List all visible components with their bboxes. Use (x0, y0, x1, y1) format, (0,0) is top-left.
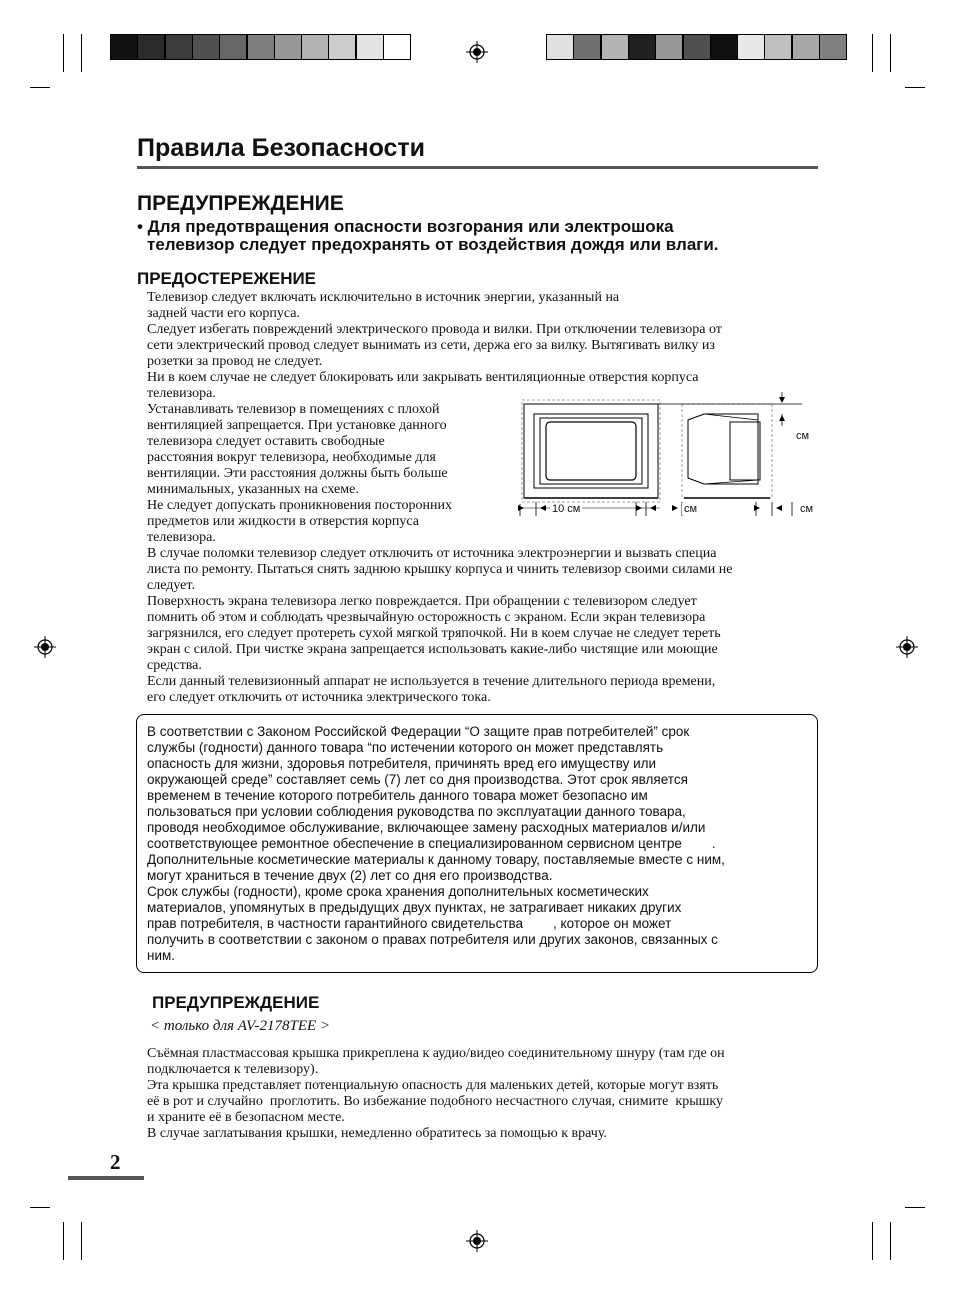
diagram-label: 10 см (552, 503, 581, 515)
text-line: подключается к телевизору). (147, 1062, 319, 1077)
color-swatch (792, 34, 820, 60)
warning-line: телевизор следует предохранять от воздействия дождя или влаги. (147, 235, 719, 254)
page-title: Правила Безопасности (137, 134, 426, 162)
notice-line: могут храниться в течение двух (2) лет со дня его производства. (147, 868, 553, 883)
color-swatch (383, 34, 411, 60)
color-swatch (192, 34, 220, 60)
ventilation-diagram (512, 392, 824, 522)
text-line: его следует отключить от источника электрического тока. (147, 690, 491, 705)
diagram-label: см (796, 430, 810, 442)
text-line: задней части его корпуса. (147, 306, 300, 321)
text-line: сети электрический провод следует вынимать из сети, держа его за вилку. Вытягивать вилку из (147, 338, 715, 353)
text-line: Ни в коем случае не следует блокировать или закрывать вентиляционные отверстия корпуса (147, 370, 699, 385)
color-swatch (655, 34, 683, 60)
color-swatch (601, 34, 629, 60)
text-line: вентиляцией запрещается. При установке данного (147, 418, 447, 433)
text-line: Если данный телевизионный аппарат не используется в течение длительного периода времени, (147, 674, 716, 689)
text-line: розетки за провод не следует. (147, 354, 323, 369)
text-line: Телевизор следует включать исключительно в источник энергии, указанный на (147, 290, 620, 305)
color-swatch (328, 34, 356, 60)
page-number: 2 (110, 1150, 121, 1174)
text-line: телевизора. (147, 386, 216, 401)
text-line: и храните её в безопасном месте. (147, 1110, 345, 1125)
text-line: вентиляции. Эти расстояния должны быть больше (147, 466, 448, 481)
warning-heading: ПРЕДУПРЕЖДЕНИЕ (152, 993, 320, 1012)
color-swatch (546, 34, 574, 60)
color-swatch (219, 34, 247, 60)
warning-heading: ПРЕДУПРЕЖДЕНИЕ (137, 192, 344, 215)
warning-line: • Для предотвращения опасности возгорания или электрошока (137, 217, 674, 236)
text-line: следует. (147, 578, 195, 593)
text-line: Не следует допускать проникновения посторонних (147, 498, 452, 513)
text-line: её в рот и случайно проглотить. Во избежание подобного несчастного случая, снимите крышку (147, 1094, 723, 1109)
notice-line: пользоваться при условии соблюдения руководства по эксплуатации данного товара, (147, 804, 686, 819)
text-line: телевизора следует оставить свободные (147, 434, 385, 449)
text-line: предметов или жидкости в отверстия корпуса (147, 514, 420, 529)
notice-line: ним. (147, 948, 176, 963)
color-swatch (247, 34, 275, 60)
text-line: листа по ремонту. Пытаться снять заднюю крышку корпуса и чинить телевизор своими силами не (147, 562, 733, 577)
color-swatch (274, 34, 302, 60)
notice-line: временем в течение которого потребитель данного товара может безопасно им (147, 788, 648, 803)
model-note: < только для AV-2178TEE > (150, 1018, 331, 1034)
color-swatch (764, 34, 792, 60)
color-swatch (819, 34, 847, 60)
color-swatch (710, 34, 738, 60)
text-line: расстояния вокруг телевизора, необходимые для (147, 450, 436, 465)
text-line: помнить об этом и соблюдать чрезвычайную осторожность с экраном. Если экран телевизора (147, 610, 706, 625)
color-swatch (683, 34, 711, 60)
title-rule (137, 166, 818, 169)
warning2-text (147, 1046, 827, 1142)
color-swatch (628, 34, 656, 60)
page-number-rule (68, 1176, 144, 1180)
color-swatch (301, 34, 329, 60)
color-swatch (573, 34, 601, 60)
text-line: В случае заглатывания крышки, немедленно обратитесь за помощью к врачу. (147, 1126, 607, 1141)
color-swatch (737, 34, 765, 60)
notice-line: опасность для жизни, здоровья потребителя, причинять вред его имуществу или (147, 756, 657, 771)
diagram-label: см (684, 503, 698, 515)
notice-line: окружающей среде” составляет семь (7) лет со дня производства. Этот срок является (147, 772, 688, 787)
color-swatch (137, 34, 165, 60)
text-line: средства. (147, 658, 202, 673)
text-line: минимальных, указанных на схеме. (147, 482, 359, 497)
notice-line: службы (годности) данного товара “по истечении которого он может представлять (147, 740, 664, 755)
consumer-law-notice (136, 714, 818, 973)
diagram-label: см (800, 503, 814, 515)
text-line: телевизора. (147, 530, 216, 545)
color-swatch (356, 34, 384, 60)
notice-line: прав потребителя, в частности гарантийного свидетельства , которое он может (147, 916, 672, 931)
notice-line: В соответствии с Законом Российской Федерации “О защите прав потребителей” срок (147, 724, 690, 739)
registration-mark-icon (466, 1230, 488, 1252)
notice-line: материалов, упомянутых в предыдущих двух пунктах, не затрагивает никаких других (147, 900, 682, 915)
text-line: В случае поломки телевизор следует отключить от источника электроэнергии и вызвать специа (147, 546, 717, 561)
text-line: загрязнился, его следует протереть сухой мягкой тряпочкой. Ни в коем случае не следует тереть (147, 626, 721, 641)
notice-line: получить в соответствии с законом о правах потребителя или других законов, связанных с (147, 932, 718, 947)
notice-line: Срок службы (годности), кроме срока хранения дополнительных косметических (147, 884, 649, 899)
notice-line: Дополнительные косметические материалы к данному товару, поставляемые вместе с ним, (147, 852, 725, 867)
registration-mark-icon (896, 636, 918, 658)
notice-line: соответствующее ремонтное обеспечение в специализированном сервисном центре . (147, 836, 716, 851)
text-line: Поверхность экрана телевизора легко повреждается. При обращении с телевизором следует (147, 594, 697, 609)
text-line: экран с силой. При чистке экрана запрещается использовать какие-либо чистящие или моющие (147, 642, 718, 657)
text-line: Устанавливать телевизор в помещениях с плохой (147, 402, 440, 417)
caution-heading: ПРЕДОСТЕРЕЖЕНИЕ (137, 269, 317, 288)
text-line: Эта крышка представляет потенциальную опасность для маленьких детей, которые могут взять (147, 1078, 719, 1093)
text-line: Съёмная пластмассовая крышка прикреплена к аудио/видео соединительному шнуру (там где он (147, 1046, 725, 1061)
registration-mark-icon (34, 636, 56, 658)
text-line: Следует избегать повреждений электрического провода и вилки. При отключении телевизора от (147, 322, 722, 337)
notice-line: проводя необходимое обслуживание, включающее замену расходных материалов и/или (147, 820, 706, 835)
color-swatch (110, 34, 138, 60)
registration-mark-icon (466, 41, 488, 63)
color-swatch (165, 34, 193, 60)
